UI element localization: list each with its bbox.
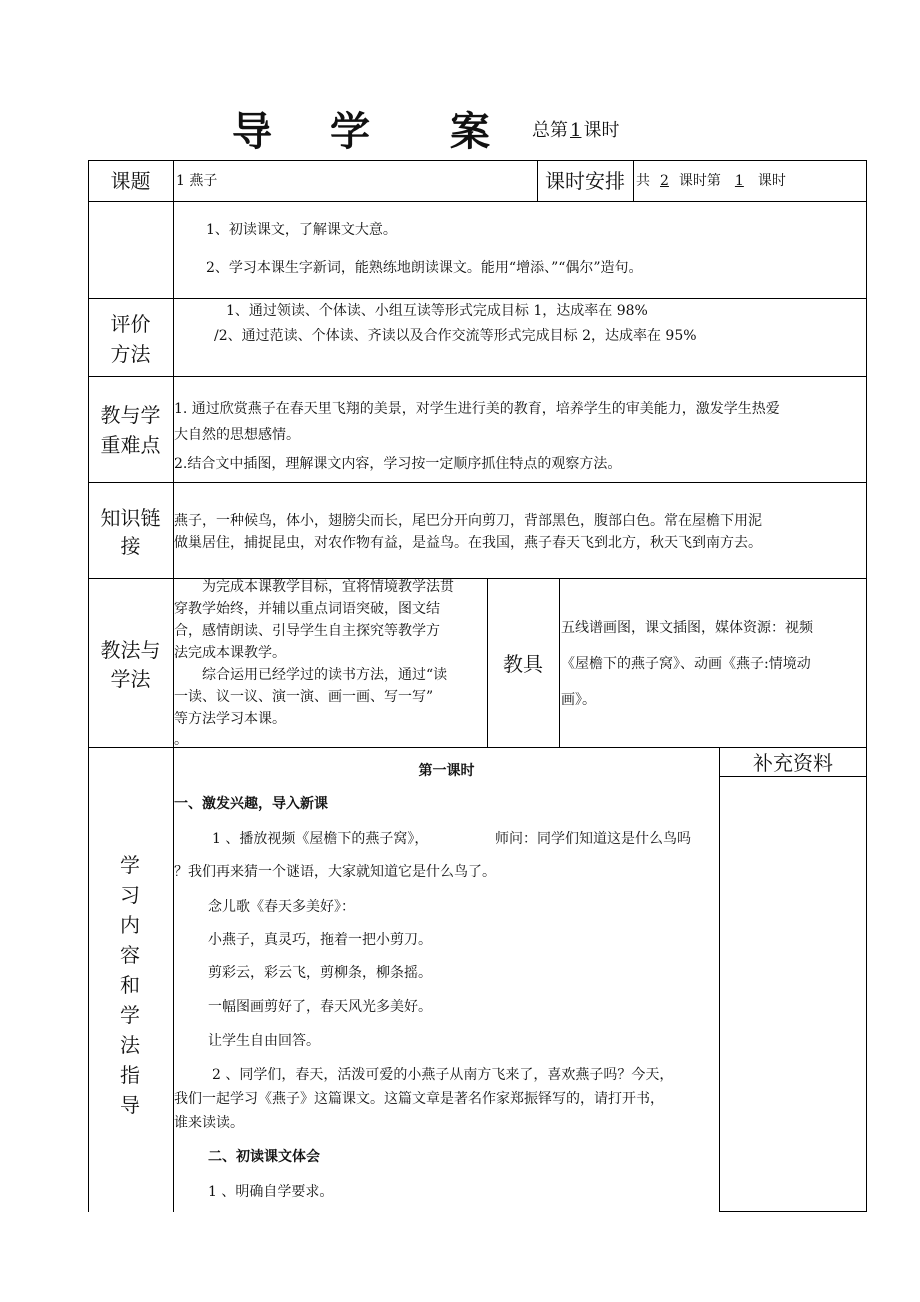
paragraph-2-line: 我们一起学习《燕子》这篇课文。这篇文章是著名作家郑振铎写的，请打开书， [174, 1091, 664, 1107]
evaluation-item-2: /2、通过范读、个体读、齐读以及合作交流等形式完成目标 2，达成率在 95% [214, 328, 697, 344]
rhyme-line: 剪彩云，彩云飞，剪柳条，柳条摇。 [208, 965, 432, 981]
key-points-label-2: 重难点 [100, 433, 161, 457]
knowledge-label-2: 接 [120, 534, 141, 558]
schedule-label: 课时安排 [545, 169, 625, 193]
title-char-2: 学 [330, 108, 370, 155]
section-heading-2: 二、初读课文体会 [208, 1149, 320, 1165]
methods-label-1: 教法与 [100, 638, 161, 662]
evaluation-label-2: 方法 [110, 342, 151, 366]
key-points-line-2: 大自然的思想感情。 [174, 427, 300, 443]
methods-line: 为完成本课教学目标，宜将情境教学法贯 [202, 579, 454, 595]
methods-line: 一读、议一议、演一演、画一画、写一写” [174, 689, 434, 705]
tools-line: 《屋檐下的燕子窝》、动画《燕子:情境动 [561, 656, 811, 672]
supplement-label: 补充资料 [753, 751, 833, 775]
lesson-title: 第一课时 [418, 763, 475, 779]
methods-line: 法完成本课教学。 [174, 645, 286, 661]
lesson-count: 总第 1 课时 [532, 120, 620, 141]
goal-item-2: 2、学习本课生字新词，能熟练地朗读课文。能用“增添、”“偶尔”造句。 [206, 260, 643, 276]
methods-line: 穿教学始终，并辅以重点词语突破，图文结 [174, 601, 440, 617]
knowledge-label-1: 知识链 [100, 506, 161, 530]
tools-line: 五线谱画图，课文插图，媒体资源：视频 [561, 620, 813, 636]
key-points-line-3: 2.结合文中插图，理解课文内容，学习按一定顺序抓住特点的观察方法。 [174, 456, 622, 472]
paragraph-3: 1 、明确自学要求。 [208, 1184, 334, 1200]
goal-item-1: 1、初读课文，了解课文大意。 [206, 222, 397, 238]
paragraph-1c: ？我们再来猜一个谜语，大家就知道它是什么鸟了。 [174, 864, 496, 880]
rhyme-line: 小燕子，真灵巧，拖着一把小剪刀。 [208, 932, 432, 948]
methods-line: 等方法学习本课。 [174, 711, 286, 727]
paragraph-2-line: 2 、同学们，春天，活泼可爱的小燕子从南方飞来了，喜欢燕子吗？今天， [212, 1067, 674, 1083]
paragraph-2-line: 谁来读读。 [174, 1115, 244, 1131]
title-char-3: 案 [450, 108, 490, 155]
evaluation-item-1: 1、通过领读、个体读、小组互读等形式完成目标 1，达成率在 98% [226, 303, 648, 319]
tools-line: 画》。 [561, 692, 596, 708]
document-header [0, 100, 920, 160]
methods-line: 合，感情朗读、引导学生自主探究等教学方 [174, 623, 440, 639]
rhyme-line: 一幅图画剪好了，春天风光多美好。 [208, 999, 432, 1015]
topic-value: 1 燕子 [176, 173, 218, 189]
section-heading-1: 一、激发兴趣，导入新课 [174, 796, 328, 812]
title-char-1: 导 [232, 108, 272, 155]
paragraph-1b: 师问：同学们知道这是什么鸟吗 [495, 831, 691, 847]
knowledge-line-2: 做巢居住，捕捉昆虫，对农作物有益，是益鸟。在我国，燕子春天飞到北方，秋天飞到南方去。 [174, 535, 762, 551]
tools-label: 教具 [503, 652, 543, 676]
schedule-value: 共 2 课时第 1 课时 [636, 173, 786, 189]
knowledge-line-1: 燕子，一种候鸟，体小，翅膀尖而长，尾巴分开向剪刀，背部黑色，腹部白色。常在屋檐下用泥 [174, 513, 762, 529]
key-points-line-1: 1. 通过欣赏燕子在春天里飞翔的美景，对学生进行美的教育，培养学生的审美能力，激发学生热爱 [174, 401, 780, 417]
methods-line: 综合运用已经学过的读书方法，通过“读 [202, 667, 448, 683]
key-points-label-1: 教与学 [100, 403, 161, 427]
paragraph-1a: 1 、播放视频《屋檐下的燕子窝》， [212, 831, 429, 847]
methods-label-2: 学法 [110, 667, 151, 691]
methods-line: 。 [174, 732, 188, 748]
answer-text: 让学生自由回答。 [208, 1033, 320, 1049]
rhyme-title: 念儿歌《春天多美好》： [208, 899, 355, 915]
topic-label: 课题 [110, 169, 151, 193]
evaluation-label-1: 评价 [110, 312, 151, 336]
